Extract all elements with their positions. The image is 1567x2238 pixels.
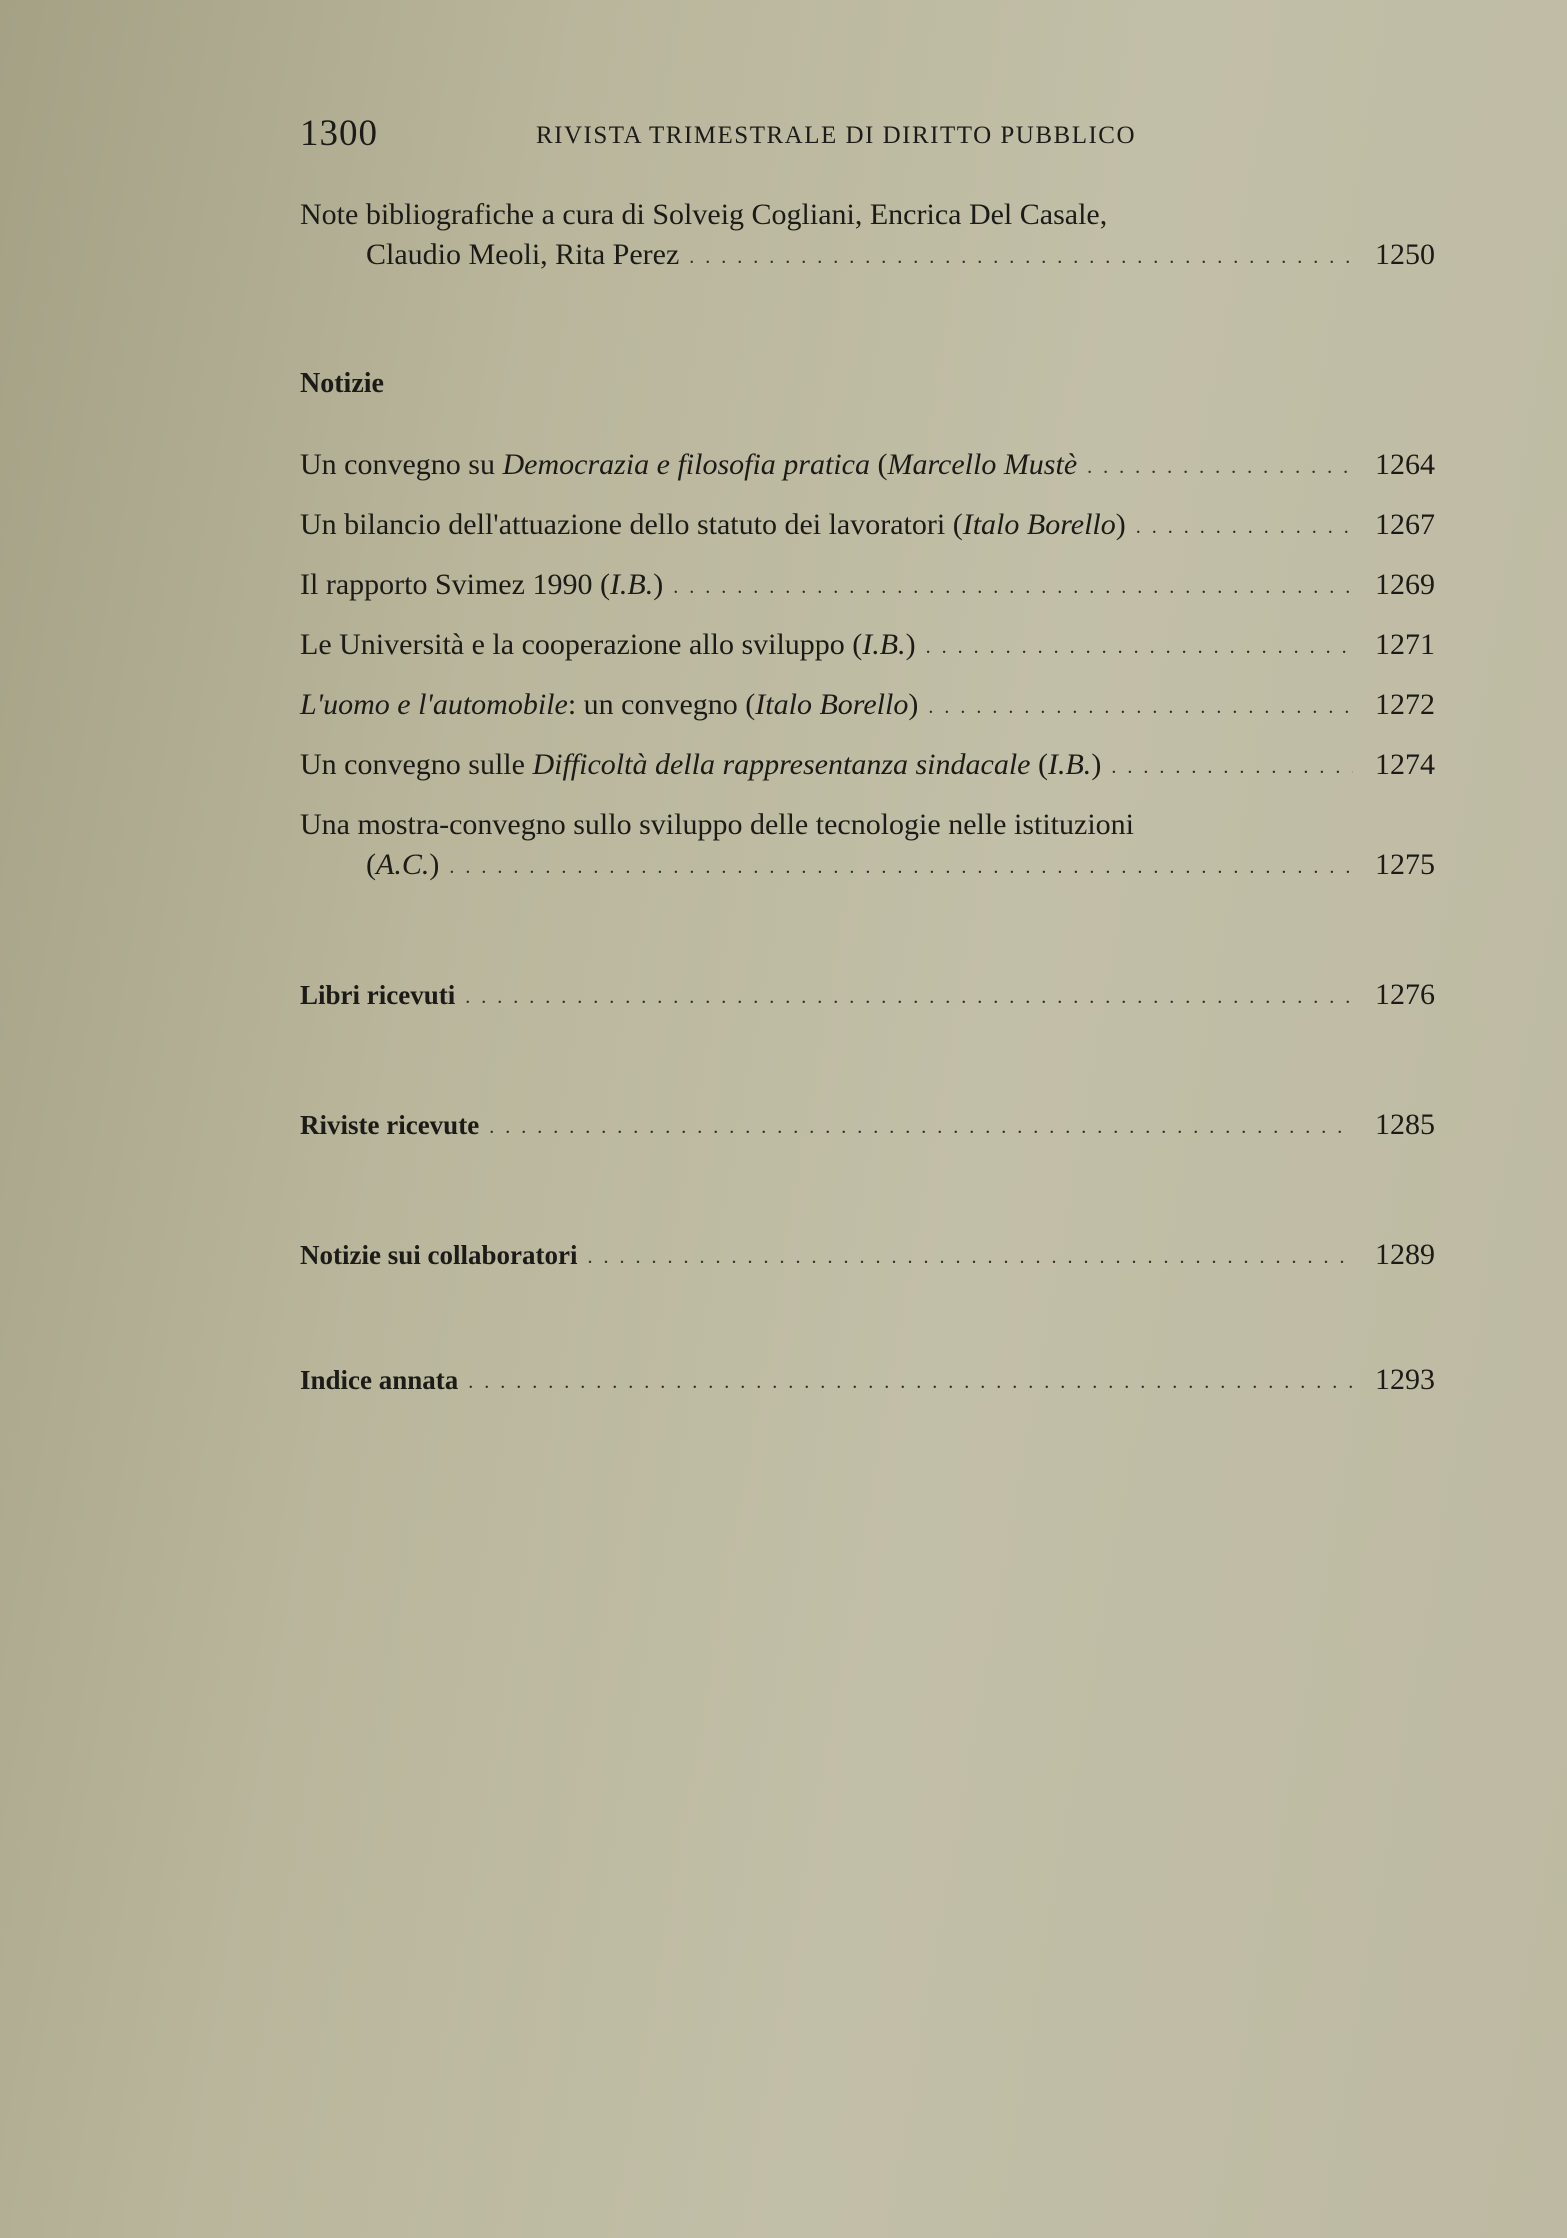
toc-page — [300, 100, 1435, 1396]
entry-text: ( — [366, 848, 376, 881]
toc-entry — [300, 565, 1435, 605]
toc-entry — [300, 685, 1435, 725]
entry-page: 1285 — [1375, 1108, 1435, 1141]
entry-italic: Italo Borello — [962, 508, 1116, 541]
entry-text-line2: Claudio Meoli, Rita Perez — [366, 238, 680, 271]
toc-entry — [300, 745, 1435, 785]
entry-italic: Democrazia e filosofia pratica — [502, 448, 870, 481]
dot-leader — [1111, 757, 1353, 777]
page-number: 1300 — [300, 113, 378, 154]
entry-page: 1275 — [1375, 848, 1435, 881]
toc-entry-riviste-ricevute — [300, 1105, 1435, 1145]
entry-label: Notizie sui collaboratori — [300, 1240, 578, 1270]
journal-title: RIVISTA TRIMESTRALE DI DIRITTO PUBBLICO — [536, 122, 1137, 149]
entry-text: ( — [1030, 748, 1048, 781]
entry-text: Un convegno sulle — [300, 748, 533, 781]
entry-text: ( — [869, 448, 888, 481]
section-heading-notizie: Notizie — [300, 368, 384, 399]
entry-text: Il rapporto Svimez 1990 ( — [300, 568, 610, 601]
toc-entry-indice-annata — [300, 1360, 1435, 1400]
dot-leader — [673, 577, 1353, 597]
entry-label: Riviste ricevute — [300, 1110, 480, 1140]
entry-text: ) — [905, 628, 916, 661]
dot-leader — [928, 697, 1353, 717]
entry-label: Libri ricevuti — [300, 980, 456, 1010]
running-head — [300, 100, 1435, 160]
entry-text: ) — [653, 568, 664, 601]
dot-leader — [465, 987, 1353, 1007]
dot-leader — [926, 637, 1353, 657]
dot-leader — [449, 857, 1353, 877]
dot-leader — [587, 1247, 1353, 1267]
entry-page: 1289 — [1375, 1238, 1435, 1271]
entry-italic: Marcello Mustè — [887, 448, 1078, 481]
entry-italic: Italo Borello — [755, 688, 909, 721]
entry-text: Le Università e la cooperazione allo sviluppo ( — [300, 628, 863, 661]
entry-italic: I.B. — [1047, 748, 1092, 781]
entry-italic: Difficoltà della rappresentanza sindacale — [532, 748, 1031, 781]
toc-entry — [300, 505, 1435, 545]
dot-leader — [1136, 517, 1353, 537]
entry-text: ) — [1091, 748, 1102, 781]
entry-page: 1271 — [1375, 628, 1435, 661]
dot-leader — [689, 247, 1353, 267]
entry-italic: I.B. — [862, 628, 906, 661]
entry-page: 1250 — [1375, 238, 1435, 271]
entry-label: Indice annata — [300, 1365, 459, 1395]
entry-italic: A.C. — [376, 848, 430, 881]
toc-entry — [300, 445, 1435, 485]
toc-entry-libri-ricevuti — [300, 975, 1435, 1015]
toc-entry-notizie-collaboratori — [300, 1235, 1435, 1275]
toc-entry-note-bibliografiche — [300, 195, 1435, 275]
entry-page: 1274 — [1375, 748, 1435, 781]
toc-entry — [300, 625, 1435, 665]
entry-page: 1272 — [1375, 688, 1435, 721]
entry-text-line1: Una mostra-convegno sullo sviluppo delle tecnologie nelle istituzioni — [300, 808, 1134, 841]
entry-text-line1: Note bibliografiche a cura di Solveig Cogliani, Encrica Del Casale, — [300, 198, 1108, 231]
entry-text: Un bilancio dell'attuazione dello statuto dei lavoratori ( — [300, 508, 963, 541]
entry-page: 1293 — [1375, 1363, 1435, 1396]
entry-italic: L'uomo e l'automobile — [300, 688, 568, 721]
entry-text: ) — [429, 848, 440, 881]
entry-page: 1267 — [1375, 508, 1435, 541]
dot-leader — [1087, 457, 1353, 477]
entry-text: : un convegno ( — [567, 688, 756, 721]
entry-text: Un convegno su — [300, 448, 503, 481]
toc-entry-mostra — [300, 805, 1435, 885]
entry-page: 1276 — [1375, 978, 1435, 1011]
entry-page: 1264 — [1375, 448, 1435, 481]
entry-italic: I.B. — [609, 568, 654, 601]
dot-leader — [489, 1117, 1353, 1137]
entry-text: ) — [908, 688, 919, 721]
entry-page: 1269 — [1375, 568, 1435, 601]
entry-text: ) — [1115, 508, 1126, 541]
dot-leader — [468, 1372, 1353, 1392]
